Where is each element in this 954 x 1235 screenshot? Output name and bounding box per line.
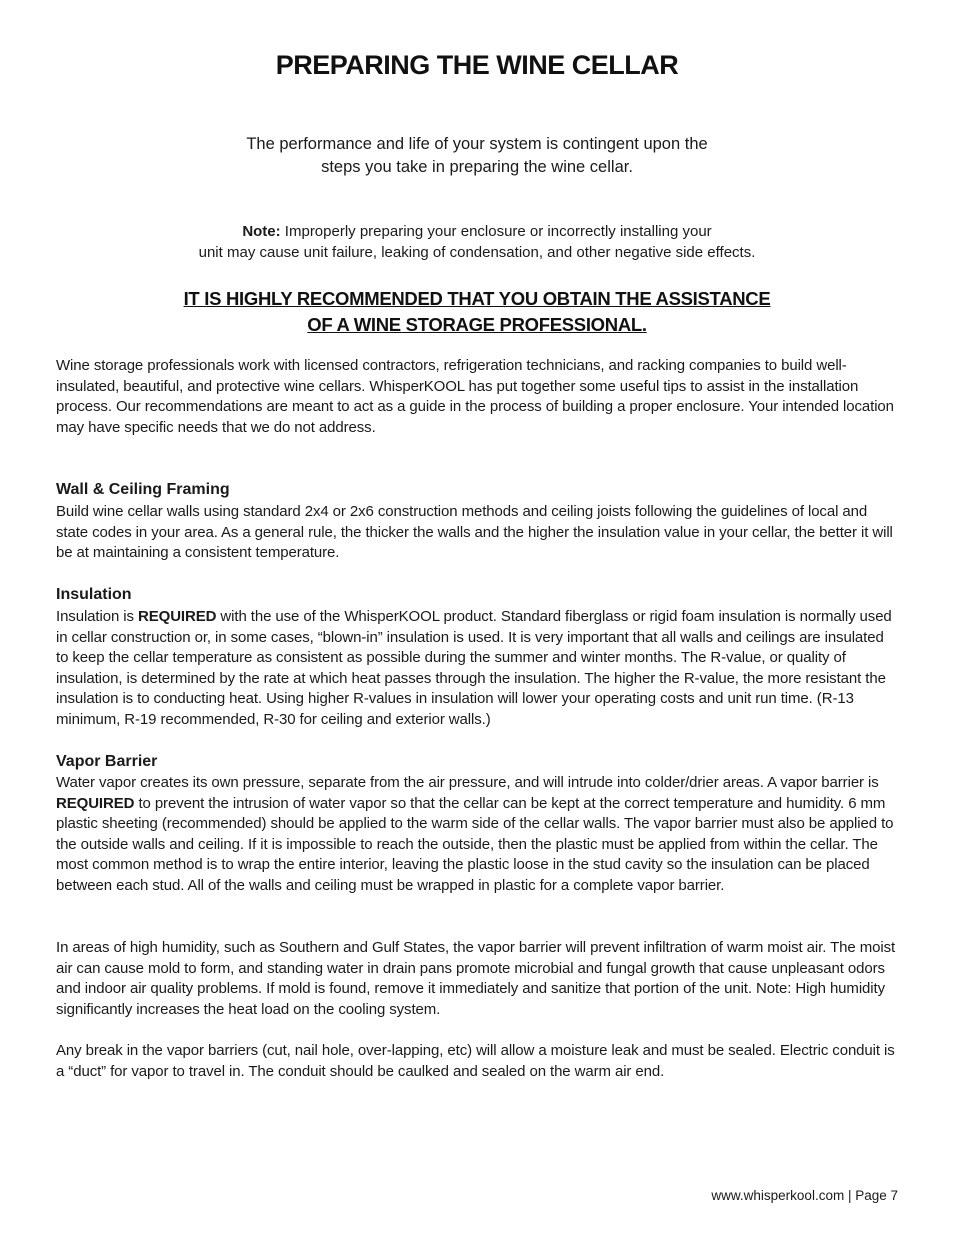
humidity-paragraph: In areas of high humidity, such as Southern and Gulf States, the vapor barrier will prevent infiltration of warm moist air. The moist air can cause mold to form, and standing water in drain pans promote microbial and fungal growth that cause unpleasant odors and indoor air quality problems. If mold is found, remove it immediately and sanitize that portion of the unit. Note: High humidity significantly increases the heat load on the cooling system. <box>56 939 896 1018</box>
insulation-paragraph <box>56 607 898 731</box>
page-title: PREPARING THE WINE CELLAR <box>275 50 679 80</box>
vapor-required: REQUIRED <box>56 794 135 812</box>
insulation-text-start: Insulation is <box>56 608 138 625</box>
framing-heading: Wall & Ceiling Framing <box>56 481 230 498</box>
recommendation-line-1: IT IS HIGHLY RECOMMENDED THAT YOU OBTAIN THE ASSISTANCE <box>183 288 771 309</box>
insulation-heading: Insulation <box>56 586 132 603</box>
vapor-text-start: Water vapor creates its own pressure, separate from the air pressure, and will intrude into colder/drier areas. A vapor barrier is <box>56 774 879 791</box>
note-line-2: unit may cause unit failure, leaking of condensation, and other negative side effects. <box>198 244 756 261</box>
note-label: Note: <box>242 223 281 240</box>
insulation-text-end: with the use of the WhisperKOOL product. Standard fiberglass or rigid foam insulation is normally used in cellar construction or, in some cases, “blown-in” insulation is used. It is very important that all walls and ceilings are insulated to keep the cellar temperature as consistent as possible during the summer and winter months. The R-value, or quality of insulation, is determined by the rate at which heat passes through the insulation. The higher the R-value, the more resistant the insulation is to conducting heat. Using higher R-values in insulation will lower your operating costs and unit run time. (R-13 minimum, R-19 recommended, R-30 for ceiling and exterior walls.) <box>56 608 892 728</box>
vapor-barrier-heading: Vapor Barrier <box>56 753 158 770</box>
intro-text <box>0 133 954 179</box>
recommendation-heading <box>0 286 954 338</box>
page-footer: www.whisperkool.com | Page 7 <box>711 1188 898 1203</box>
vapor-text-end: to prevent the intrusion of water vapor so that the cellar can be kept at the correct temperature and humidity. 6 mm plastic sheeting (recommended) should be applied to the warm side of the cellar walls. The vapor barrier must also be applied to the outside walls and ceiling. If it is impossible to reach the outside, then the plastic must be applied from within the cellar. The most common method is to wrap the entire interior, leaving the plastic loose in the stud cavity so the insulation can be placed between each stud. All of the walls and ceiling must be wrapped in plastic for a complete vapor barrier. <box>56 794 894 894</box>
insulation-required: REQUIRED <box>137 608 217 625</box>
note-line-1: Improperly preparing your enclosure or incorrectly installing your <box>280 223 712 240</box>
intro-line-1: The performance and life of your system is contingent upon the <box>246 135 708 153</box>
framing-paragraph: Build wine cellar walls using standard 2x4 or 2x6 construction methods and ceiling joists following the guidelines of local and state codes in your area. As a general rule, the thicker the walls and the higher the insulation value in your cellar, the better it will be at maintaining a consistent temperature. <box>56 503 893 562</box>
intro-line-2: steps you take in preparing the wine cellar. <box>321 158 633 176</box>
overview-paragraph: Wine storage professionals work with licensed contractors, refrigeration technicians, and racking companies to build well-insulated, beautiful, and protective wine cellars. WhisperKOOL has put together some useful tips to assist in the installation process. Our recommendations are meant to act as a guide in the process of building a proper enclosure. Your intended location may have specific needs that we do not address. <box>56 357 894 436</box>
note-text <box>0 221 954 263</box>
recommendation-line-2: OF A WINE STORAGE PROFESSIONAL. <box>307 314 647 335</box>
vapor-barrier-paragraph <box>56 773 898 897</box>
vapor-breaks-paragraph: Any break in the vapor barriers (cut, nail hole, over-lapping, etc) will allow a moisture leak and must be sealed. Electric conduit is a “duct” for vapor to travel in. The conduit should be caulked and sealed on the warm air end. <box>56 1042 895 1080</box>
